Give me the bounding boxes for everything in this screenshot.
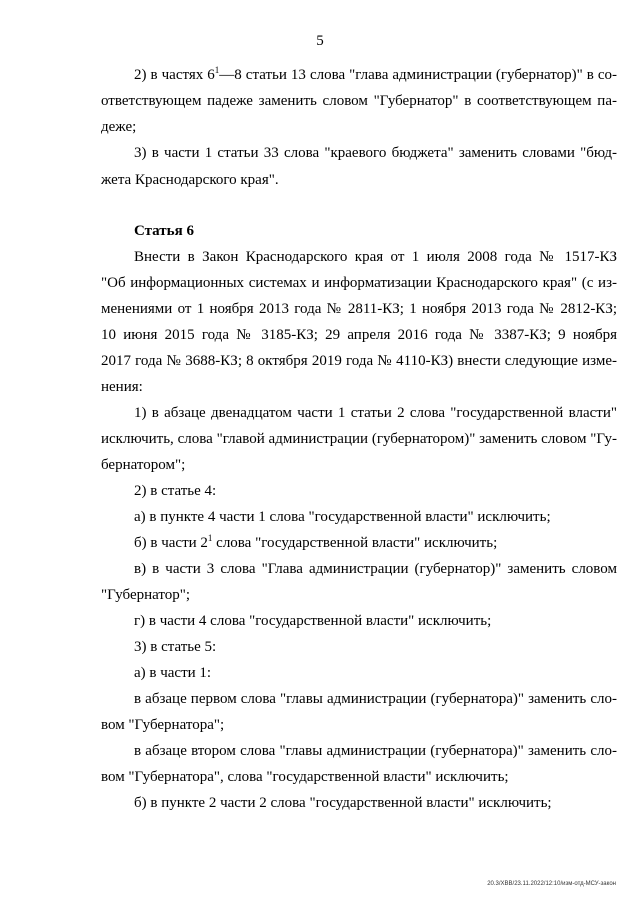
paragraph-line: менениями от 1 ноября 2013 года № 2811-КЗ; 1 ноября 2013 года № 2812-КЗ; xyxy=(101,301,617,317)
paragraph-line: нения: xyxy=(101,379,143,395)
paragraph-line: Внести в Закон Краснодарского края от 1 июля 2008 года № 1517-КЗ xyxy=(134,249,617,265)
paragraph-line: вом "Губернатора", слова "государственной власти" исключить; xyxy=(101,769,509,785)
text-span: б) в части 2 xyxy=(134,535,208,551)
paragraph-line: вом "Губернатора"; xyxy=(101,717,225,733)
paragraph-line: а) в части 1: xyxy=(134,665,212,681)
superscript: 1 xyxy=(207,533,213,543)
text-span: слова "государственной власти" исключить; xyxy=(212,535,498,551)
paragraph-line: "Губернатор"; xyxy=(101,587,191,603)
paragraph-line: бернатором"; xyxy=(101,457,186,473)
page-number: 5 xyxy=(316,33,324,49)
paragraph-line: а) в пункте 4 части 1 слова "государственной власти" исключить; xyxy=(134,509,551,525)
paragraph-line: 2017 года № 3688-КЗ; 8 октября 2019 года № 4110-КЗ) внести следующие изме- xyxy=(101,353,617,369)
paragraph-line: исключить, слова "главой администрации (губернатором)" заменить словом "Гу- xyxy=(101,431,617,447)
superscript: 1 xyxy=(214,65,220,75)
article-heading: Статья 6 xyxy=(134,223,194,239)
paragraph-line: 2) в статье 4: xyxy=(134,483,217,499)
paragraph-line xyxy=(134,66,617,84)
paragraph-line: г) в части 4 слова "государственной власти" исключить; xyxy=(134,613,492,629)
paragraph-line xyxy=(134,534,617,552)
paragraph-line: "Об информационных системах и информатизации Краснодарского края" (с из- xyxy=(101,275,617,291)
paragraph-line: в абзаце втором слова "главы администрации (губернатора)" заменить сло- xyxy=(134,743,617,759)
paragraph-line: в) в части 3 слова "Глава администрации (губернатор)" заменить словом xyxy=(134,561,617,577)
document-footer-code: 20.3/ХВВ/23.11.2022/12:10/изм-отд-МСУ-закон xyxy=(487,881,616,887)
text-span: 2) в частях 6 xyxy=(134,67,215,83)
paragraph-line: б) в пункте 2 части 2 слова "государственной власти" исключить; xyxy=(134,795,552,811)
paragraph-line: деже; xyxy=(101,119,137,135)
paragraph-line: 3) в части 1 статьи 33 слова "краевого бюджета" заменить словами "бюд- xyxy=(134,145,617,161)
paragraph-line: 10 июня 2015 года № 3185-КЗ; 29 апреля 2016 года № 3387-КЗ; 9 ноября xyxy=(101,327,617,343)
paragraph-line: ответствующем падеже заменить словом "Губернатор" в соответствующем па- xyxy=(101,93,617,109)
paragraph-line: в абзаце первом слова "главы администрации (губернатора)" заменить сло- xyxy=(134,691,617,707)
paragraph-line: 3) в статье 5: xyxy=(134,639,217,655)
paragraph-line: 1) в абзаце двенадцатом части 1 статьи 2 слова "государственной власти" xyxy=(134,405,617,421)
paragraph-line: жета Краснодарского края". xyxy=(101,172,279,188)
text-span: —8 статьи 13 слова "глава администрации (губернатор)" в со- xyxy=(219,67,617,83)
